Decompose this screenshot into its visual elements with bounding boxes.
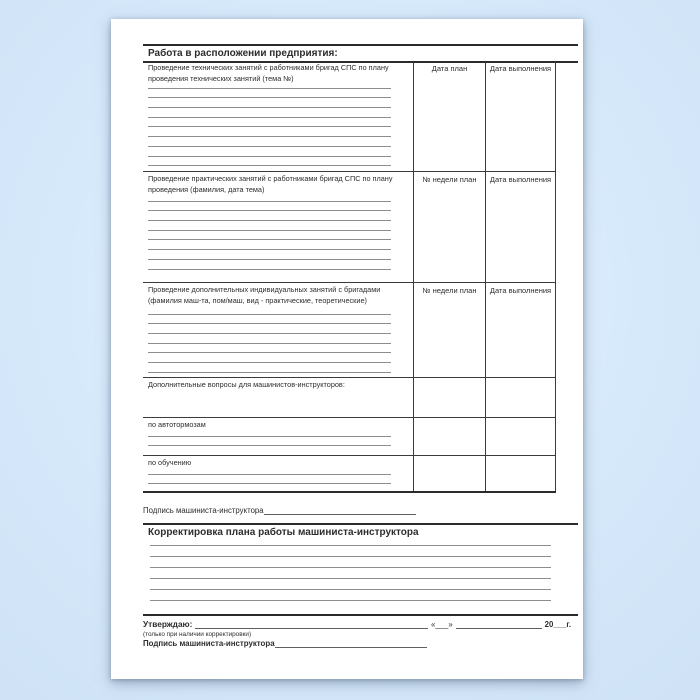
row-label: Проведение технических занятий с работниками бригад СПС по плану проведения технических занятий (тема №) — [148, 63, 389, 83]
empty-cell — [413, 378, 485, 417]
blank-writing-line — [148, 127, 391, 137]
date-quote: «___» — [430, 620, 453, 629]
row-label: по обучению — [148, 458, 192, 467]
table-row-individual-training — [143, 283, 556, 378]
signature-line-instructor-bottom — [143, 639, 427, 648]
year-text: 20___г. — [544, 620, 571, 629]
row-label: Дополнительные вопросы для машинистов-инструкторов: — [148, 380, 345, 389]
blank-writing-line — [148, 315, 391, 325]
blank-writing-line — [148, 157, 391, 167]
blank-writing-line — [148, 475, 391, 485]
signature-label: Подпись машиниста-инструктора — [143, 506, 264, 515]
empty-cell — [413, 418, 485, 455]
blank-writing-line — [148, 98, 391, 108]
done-col-header: Дата выполнения — [485, 283, 556, 377]
blank-writing-line — [148, 250, 391, 260]
blank-lines-area — [148, 79, 391, 166]
blank-writing-line — [148, 334, 391, 344]
blank-writing-line — [148, 192, 391, 202]
empty-cell — [485, 456, 556, 491]
section-title-correction: Корректировка плана работы машиниста-инструктора — [148, 527, 419, 538]
table-row-additional-questions — [143, 378, 556, 418]
section-title-work: Работа в расположении предприятия: — [143, 44, 578, 63]
blank-writing-line — [148, 147, 391, 157]
blank-writing-line — [148, 79, 391, 89]
done-col-header: Дата выполнения — [485, 172, 556, 282]
row-label: Проведение практических занятий с работниками бригад СПС по плану проведения (фамилия, дата тема) — [148, 174, 393, 194]
blank-lines-area — [148, 465, 391, 484]
table-row-education — [143, 456, 556, 493]
blank-writing-line — [150, 590, 551, 601]
work-table — [143, 61, 556, 493]
blank-writing-line — [150, 568, 551, 579]
blank-writing-line — [148, 231, 391, 241]
blank-writing-line — [148, 344, 391, 354]
done-col-header: Дата выполнения — [485, 61, 556, 171]
blank-writing-line — [150, 535, 551, 546]
row-cell-description — [143, 456, 413, 491]
approve-underline — [195, 621, 428, 629]
row-cell-description — [143, 61, 413, 171]
blank-writing-line — [148, 260, 391, 270]
signature-underline — [264, 506, 416, 515]
approve-note: (только при наличии корректировки) — [143, 631, 252, 638]
plan-col-header: № недели план — [413, 172, 485, 282]
signature-underline — [275, 639, 427, 648]
blank-writing-line — [148, 89, 391, 99]
row-cell-description — [143, 378, 413, 417]
plan-col-header: Дата план — [413, 61, 485, 171]
blank-writing-line — [148, 221, 391, 231]
empty-cell — [413, 456, 485, 491]
blank-writing-line — [148, 437, 391, 447]
blank-writing-line — [148, 363, 391, 373]
blank-writing-line — [150, 546, 551, 557]
row-cell-description — [143, 418, 413, 455]
approve-line — [143, 619, 571, 629]
blank-writing-line — [148, 305, 391, 315]
row-cell-description — [143, 172, 413, 282]
date-underline — [456, 621, 542, 629]
correction-blank-lines — [150, 535, 551, 601]
blank-writing-line — [150, 579, 551, 590]
divider-thick — [143, 523, 578, 525]
signature-line-instructor — [143, 506, 416, 515]
blank-writing-line — [148, 465, 391, 475]
row-label: Проведение дополнительных индивидуальных занятий с бригадами (фамилия маш-та, пом/маш, вид - практические, теоретические) — [148, 285, 381, 305]
blank-writing-line — [148, 108, 391, 118]
blank-lines-area — [148, 427, 391, 446]
table-row-technical-training — [143, 61, 556, 172]
blank-lines-area — [148, 305, 391, 373]
blank-writing-line — [148, 353, 391, 363]
document-page — [111, 19, 583, 679]
table-row-autobrakes — [143, 418, 556, 456]
empty-cell — [485, 418, 556, 455]
blank-writing-line — [148, 324, 391, 334]
blank-writing-line — [148, 240, 391, 250]
blank-writing-line — [148, 202, 391, 212]
blank-writing-line — [148, 211, 391, 221]
blank-writing-line — [148, 427, 391, 437]
signature-label: Подпись машиниста-инструктора — [143, 639, 275, 648]
row-cell-description — [143, 283, 413, 377]
blank-writing-line — [148, 118, 391, 128]
blank-writing-line — [148, 137, 391, 147]
empty-cell — [485, 378, 556, 417]
row-label: по автотормозам — [148, 420, 206, 429]
divider-thick — [143, 614, 578, 616]
approve-label: Утверждаю: — [143, 619, 193, 629]
blank-writing-line — [150, 557, 551, 568]
blank-lines-area — [148, 192, 391, 270]
plan-col-header: № недели план — [413, 283, 485, 377]
table-row-practical-training — [143, 172, 556, 283]
